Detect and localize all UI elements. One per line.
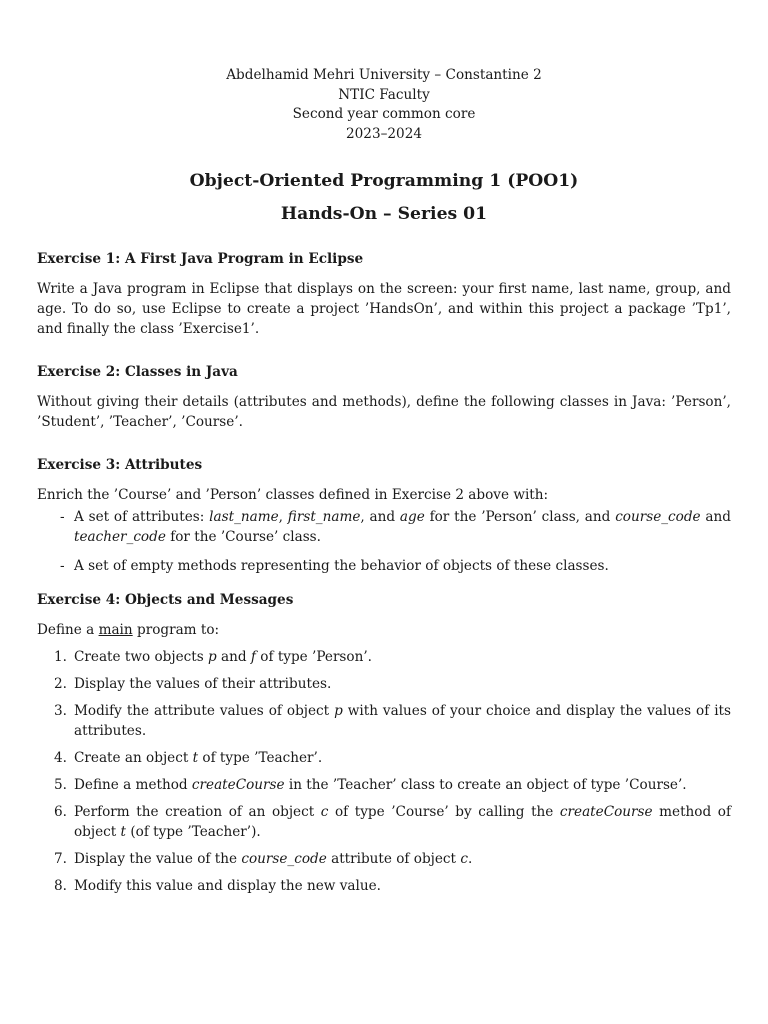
attribute-name: course_code <box>615 509 701 525</box>
method-name: createCourse <box>191 777 285 793</box>
step-text: Modify this value and display the new value. <box>74 878 381 894</box>
method-name: createCourse <box>559 804 653 820</box>
step-number: 3. <box>54 703 67 719</box>
list-marker: - <box>60 558 65 574</box>
step-text: with values of your choice and display the values of its attributes. <box>74 703 731 739</box>
variable-name: c <box>320 804 329 820</box>
exercise-3-list <box>37 507 731 576</box>
step-text: attribute of object <box>326 851 461 867</box>
step-text: Define a method <box>74 777 192 793</box>
attribute-name: last_name <box>209 509 279 525</box>
variable-name: t <box>120 824 127 840</box>
list-item <box>54 647 731 667</box>
step-text: and <box>216 649 251 665</box>
step-number: 5. <box>54 777 67 793</box>
step-number: 6. <box>54 804 67 820</box>
variable-name: p <box>208 649 217 665</box>
variable-name: f <box>250 649 256 665</box>
step-text: of type ’Person’. <box>255 649 372 665</box>
step-text: Create an object <box>74 750 193 766</box>
item-text: and <box>700 509 731 525</box>
item-text: for the ’Person’ class, and <box>424 509 616 525</box>
step-text: (of type ’Teacher’). <box>126 824 261 840</box>
list-item <box>60 556 731 576</box>
exercise-4-intro <box>37 620 731 640</box>
faculty-name: NTIC Faculty <box>338 86 430 103</box>
list-marker: - <box>60 509 65 525</box>
step-number: 4. <box>54 750 67 766</box>
intro-text: Define a <box>37 622 99 638</box>
step-text: method of object <box>74 804 731 840</box>
list-item <box>54 701 731 741</box>
step-text: in the ’Teacher’ class to create an object of type ’Course’. <box>284 777 687 793</box>
exercise-3-heading: Exercise 3: Attributes <box>37 457 203 473</box>
variable-name: c <box>460 851 468 867</box>
list-item <box>54 674 731 694</box>
list-item <box>54 775 731 795</box>
step-number: 7. <box>54 851 67 867</box>
list-item <box>54 849 731 869</box>
item-text: A set of empty methods representing the behavior of objects of these classes. <box>74 558 609 574</box>
study-level: Second year common core <box>292 106 476 122</box>
step-number: 2. <box>54 676 67 692</box>
exercise-1-text: Write a Java program in Eclipse that displays on the screen: your first name, last name, group, and age. To do so, use Eclipse to create a project ’HandsOn’, and within this project a package ’Tp1’, and finally the class ’Exercise1’. <box>37 281 731 337</box>
variable-name: p <box>334 703 343 719</box>
step-number: 8. <box>54 878 67 894</box>
university-name: Abdelhamid Mehri University – Constantine 2 <box>226 67 542 83</box>
list-item <box>60 507 731 547</box>
intro-text: program to: <box>132 622 220 638</box>
step-text: . <box>467 851 473 867</box>
document-title: Object-Oriented Programming 1 (POO1) <box>189 171 579 191</box>
document-header <box>37 66 731 144</box>
step-text: of type ’Course’ by calling the <box>328 804 560 820</box>
step-text: of type ’Teacher’. <box>198 750 323 766</box>
exercise-2-heading: Exercise 2: Classes in Java <box>37 364 238 380</box>
list-item <box>54 802 731 842</box>
exercise-4-heading: Exercise 4: Objects and Messages <box>37 592 294 608</box>
exercise-3-intro: Enrich the ’Course’ and ’Person’ classes defined in Exercise 2 above with: <box>37 487 549 503</box>
exercise-4-steps <box>37 647 731 896</box>
item-text: , <box>278 509 288 525</box>
variable-name: t <box>192 750 199 766</box>
step-text: Create two objects <box>74 649 208 665</box>
step-text: Modify the attribute values of object <box>74 703 335 719</box>
exercise-2-text: Without giving their details (attributes and methods), define the following classes in Java: ’Person’, ’Student’, ’Teacher’, ’Course’. <box>37 394 731 430</box>
exercise-1-heading: Exercise 1: A First Java Program in Eclipse <box>37 251 364 267</box>
item-text: , and <box>360 509 400 525</box>
item-text: A set of attributes: <box>74 509 210 525</box>
academic-year: 2023–2024 <box>346 125 422 142</box>
attribute-name: course_code <box>241 851 327 867</box>
step-text: Display the values of their attributes. <box>74 676 332 692</box>
list-item <box>54 748 731 768</box>
step-text: Perform the creation of an object <box>74 804 321 820</box>
list-item <box>54 876 731 896</box>
attribute-name: first_name <box>287 509 361 525</box>
attribute-name: teacher_code <box>74 529 166 545</box>
step-text: Display the value of the <box>74 851 242 867</box>
underlined-keyword: main <box>98 622 133 638</box>
step-number: 1. <box>54 649 67 665</box>
attribute-name: age <box>399 509 425 525</box>
item-text: for the ’Course’ class. <box>165 529 321 545</box>
document-subtitle: Hands-On – Series 01 <box>280 204 488 224</box>
